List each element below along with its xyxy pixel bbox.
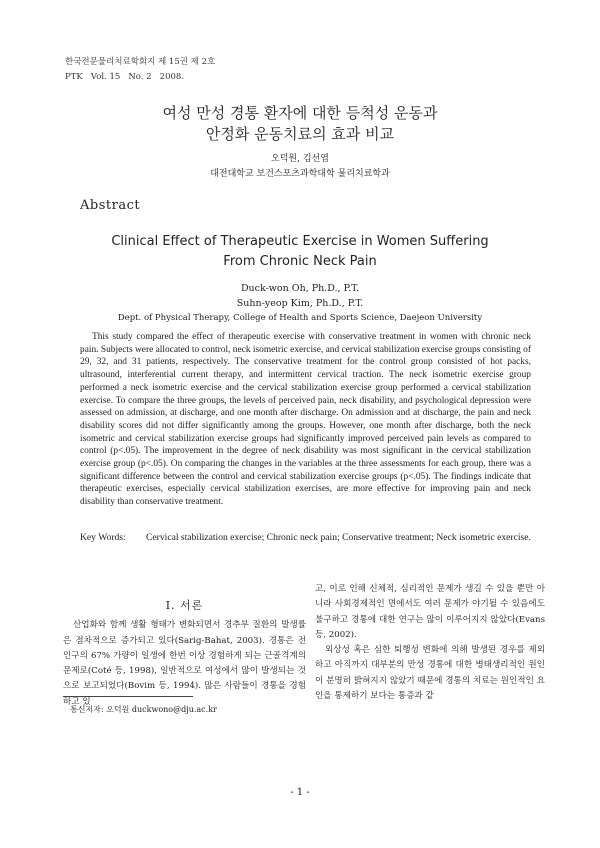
title-en-line1: Clinical Effect of Therapeutic Exercise in Women Suffering xyxy=(111,234,489,249)
intro-paragraph-1-continued: 고, 이로 인해 신체적, 심리적인 문제가 생길 수 있을 뿐만 아니라 사회경제적인 면에서도 여러 문제가 야기될 수 있음에도 불구하고 경통에 대한 연구는 많이 이루어지지 않았다(Evans 등, 2002). xyxy=(315,584,545,640)
abstract-paragraph: This study compared the effect of therapeutic exercise with conservative treatment in women with chronic neck pain. Subjects were allocated to control, neck isometric exercise, and cervical stabilization exercise groups consisting of 29, 32, and 31 patients, respectively. The conservative treatment for the control group consisted of hot packs, ultrasound, interferential current therapy, and intermittent cervical traction. The neck isometric exercise group performed a neck isometric exercise and the cervical stabilization exercise group performed a cervical stabilization exercise. To compare the three groups, the levels of perceived pain, neck disability, and psychological depression were assessed on admission, at discharge, and one month after discharge. On admission and at discharge, the pain and neck disability scores did not differ significantly among the groups. However, one month after discharge, both the neck isometric and cervical stabilization exercise groups had significantly improved perceived pain levels as compared to control (p<.05). The improvement in the degree of neck disability was most significant in the cervical stabilization exercise group (p<.05). On comparing the changes in the variables at the three assessments for each group, there was a significant difference between the control and cervical stabilization exercise groups (p<.05). The findings indicate that therapeutic exercises, especially cervical stabilization exercises, are more effective for improving pain and neck disability than conservative treatment. xyxy=(80,332,531,508)
intro-paragraph-1: 산업화와 함께 생활 형태가 변화되면서 경추부 질환의 발생률은 점차적으로 증가되고 있다(Sarig-Bahat, 2003). 경통은 전인구의 67% 가량이 일생에 한번 이상 경험하게 되는 근골격계의 문제로(Coté 등, 1998), 일반적으로 여성에서 많이 발생되는 것으로 보고되었다(Bovim 등, 1994). 많은 사람들이 경통을 경험하고 있 xyxy=(63,620,306,707)
corresponding-author-footnote: 통신저자: 오덕원 duckwono@dju.ac.kr xyxy=(70,705,217,714)
keywords xyxy=(80,531,531,544)
body-column-right xyxy=(315,582,545,704)
author2-en: Suhn-yeop Kim, Ph.D., P.T. xyxy=(236,298,364,309)
author1-en: Duck-won Oh, Ph.D., P.T. xyxy=(240,283,360,294)
journal-name-ko: 한국전문물리치료학회지 제 15권 제 2호 xyxy=(65,57,216,67)
abstract-body xyxy=(80,331,531,509)
keywords-label: Key Words: xyxy=(80,532,126,543)
section-heading-introduction: Ⅰ. 서론 xyxy=(165,599,204,612)
abstract-heading: Abstract xyxy=(80,198,141,213)
title-ko-line1: 여성 만성 경통 환자에 대한 등척성 운동과 xyxy=(162,104,438,122)
affiliation-en: Dept. of Physical Therapy, College of Health and Sports Science, Daejeon University xyxy=(117,313,483,323)
page-number: - 1 - xyxy=(290,787,310,798)
affiliation-ko: 대전대학교 보건스포츠과학대학 물리치료학과 xyxy=(210,169,390,179)
footnote-divider xyxy=(63,696,193,697)
paper-title-english xyxy=(0,232,600,272)
paper-title-korean xyxy=(0,103,600,145)
journal-volume: PTK Vol. 15 No. 2 2008. xyxy=(65,72,185,82)
author-names-ko: 오덕원, 김선엽 xyxy=(271,154,329,164)
authors-english xyxy=(0,281,600,326)
body-column-left xyxy=(63,598,306,710)
keywords-text: Cervical stabilization exercise; Chronic neck pain; Conservative treatment; Neck isometric exercise. xyxy=(146,532,531,543)
intro-paragraph-2: 외상성 혹은 심한 퇴행성 변화에 의해 발생된 경우를 제외하고 아직까지 대부분의 만성 경통에 대한 병태생리적인 원인이 분명히 밝혀지지 않았기 때문에 경통의 치료는 원인적인 요인을 통제하기 보다는 통증과 같 xyxy=(315,645,545,702)
journal-header xyxy=(65,55,215,85)
title-ko-line2: 안정화 운동치료의 효과 비교 xyxy=(205,125,395,143)
title-en-line2: From Chronic Neck Pain xyxy=(223,254,377,269)
authors-korean xyxy=(0,152,600,182)
